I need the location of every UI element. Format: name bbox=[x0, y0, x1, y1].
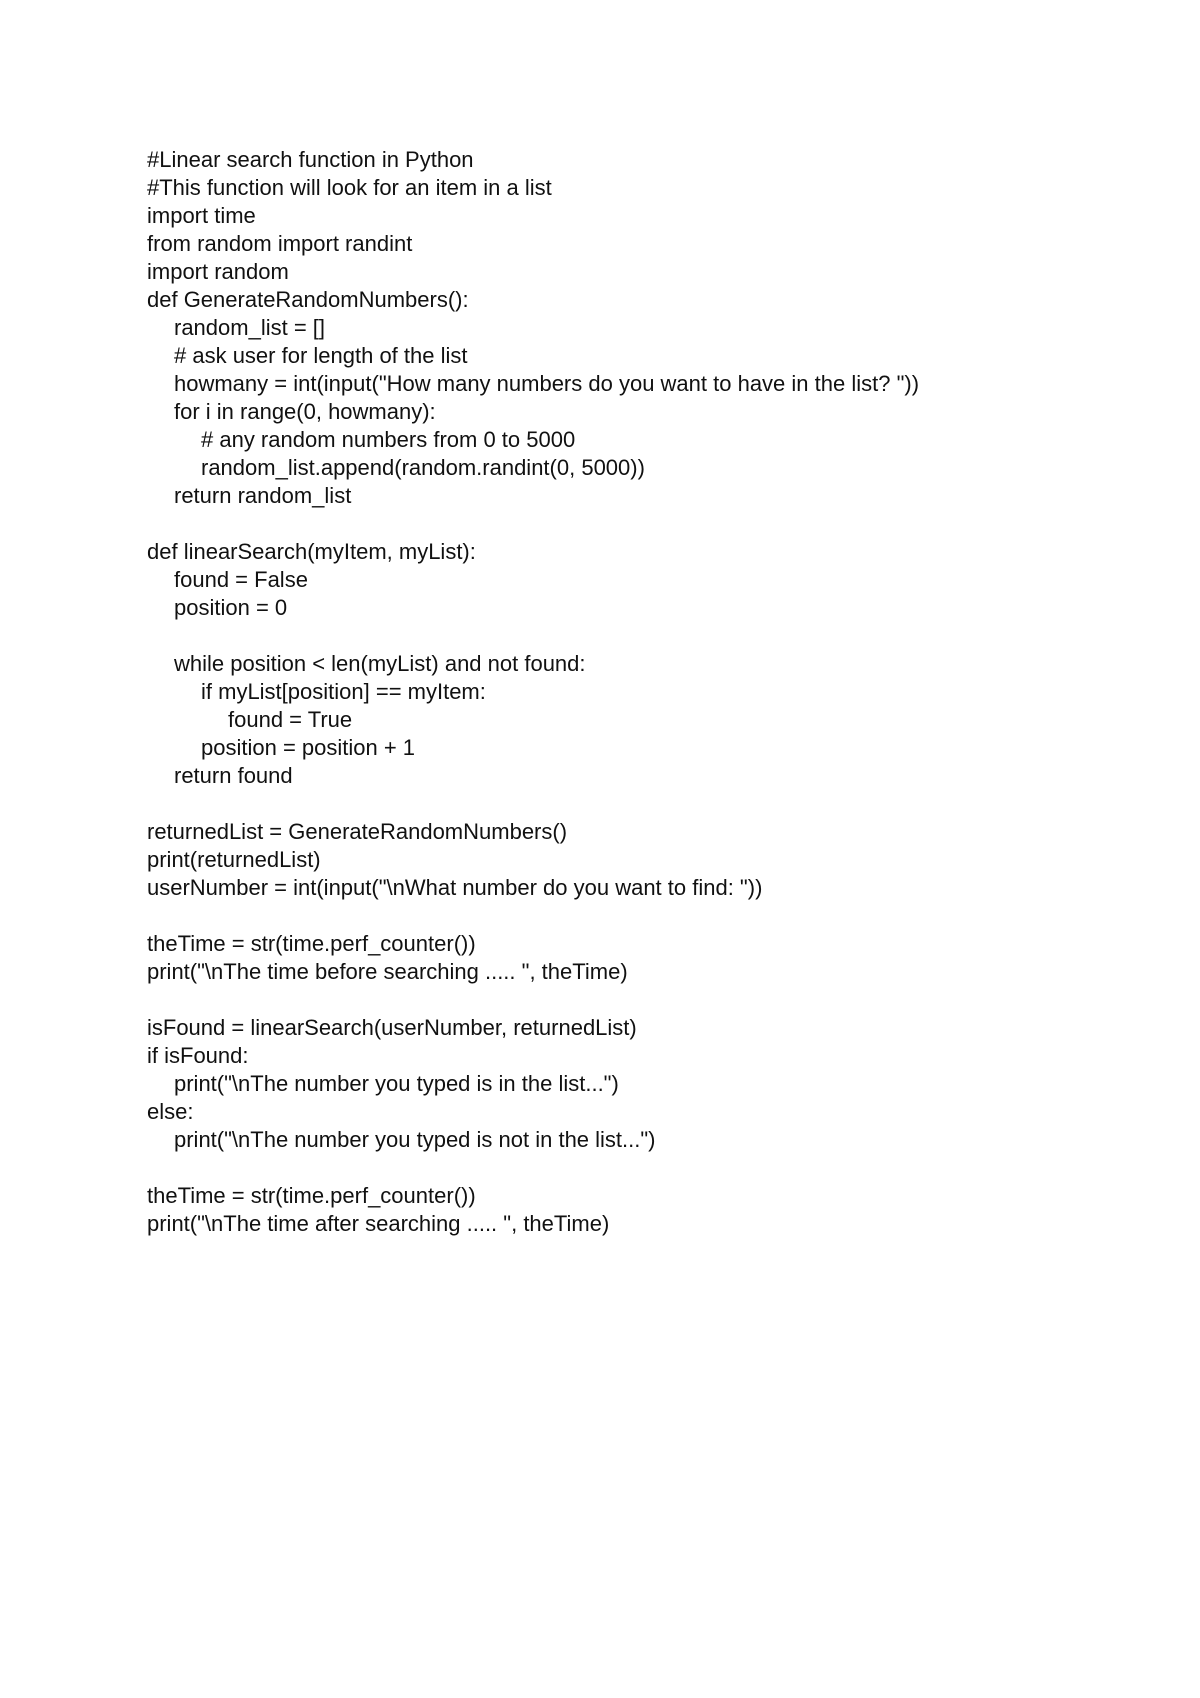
code-line: found = False bbox=[174, 567, 308, 592]
code-line: print("\nThe time before searching ..... ", theTime) bbox=[147, 959, 628, 984]
code-line: position = position + 1 bbox=[201, 735, 416, 760]
code-line: howmany = int(input("How many numbers do you want to have in the list? ")) bbox=[174, 371, 920, 396]
code-line: theTime = str(time.perf_counter()) bbox=[147, 931, 476, 956]
code-line: random_list = [] bbox=[174, 315, 326, 340]
blank-line bbox=[147, 622, 919, 650]
code-line: # ask user for length of the list bbox=[174, 343, 468, 368]
blank-line bbox=[147, 1154, 919, 1182]
code-line: #This function will look for an item in a list bbox=[147, 175, 552, 200]
code-line: from random import randint bbox=[147, 231, 413, 256]
code-line: def GenerateRandomNumbers(): bbox=[147, 287, 469, 312]
code-line: print("\nThe time after searching ..... ", theTime) bbox=[147, 1211, 610, 1236]
code-line: # any random numbers from 0 to 5000 bbox=[201, 427, 576, 452]
code-line: found = True bbox=[228, 707, 353, 732]
blank-line bbox=[147, 986, 919, 1014]
code-line: import random bbox=[147, 259, 289, 284]
code-line: #Linear search function in Python bbox=[147, 147, 474, 172]
code-line: for i in range(0, howmany): bbox=[174, 399, 436, 424]
code-line: isFound = linearSearch(userNumber, returnedList) bbox=[147, 1015, 637, 1040]
code-line: theTime = str(time.perf_counter()) bbox=[147, 1183, 476, 1208]
code-line: position = 0 bbox=[174, 595, 288, 620]
blank-line bbox=[147, 790, 919, 818]
code-line: if myList[position] == myItem: bbox=[201, 679, 486, 704]
code-line: return found bbox=[174, 763, 293, 788]
code-line: return random_list bbox=[174, 483, 352, 508]
code-listing bbox=[147, 146, 919, 1238]
code-line: while position < len(myList) and not found: bbox=[174, 651, 586, 676]
blank-line bbox=[147, 902, 919, 930]
code-line: userNumber = int(input("\nWhat number do you want to find: ")) bbox=[147, 875, 763, 900]
code-line: returnedList = GenerateRandomNumbers() bbox=[147, 819, 568, 844]
code-line: else: bbox=[147, 1099, 194, 1124]
code-line: print("\nThe number you typed is not in the list...") bbox=[174, 1127, 656, 1152]
code-line: print(returnedList) bbox=[147, 847, 321, 872]
blank-line bbox=[147, 510, 919, 538]
code-line: def linearSearch(myItem, myList): bbox=[147, 539, 476, 564]
code-line: import time bbox=[147, 203, 256, 228]
code-line: random_list.append(random.randint(0, 5000)) bbox=[201, 455, 645, 480]
code-line: if isFound: bbox=[147, 1043, 249, 1068]
code-line: print("\nThe number you typed is in the list...") bbox=[174, 1071, 619, 1096]
